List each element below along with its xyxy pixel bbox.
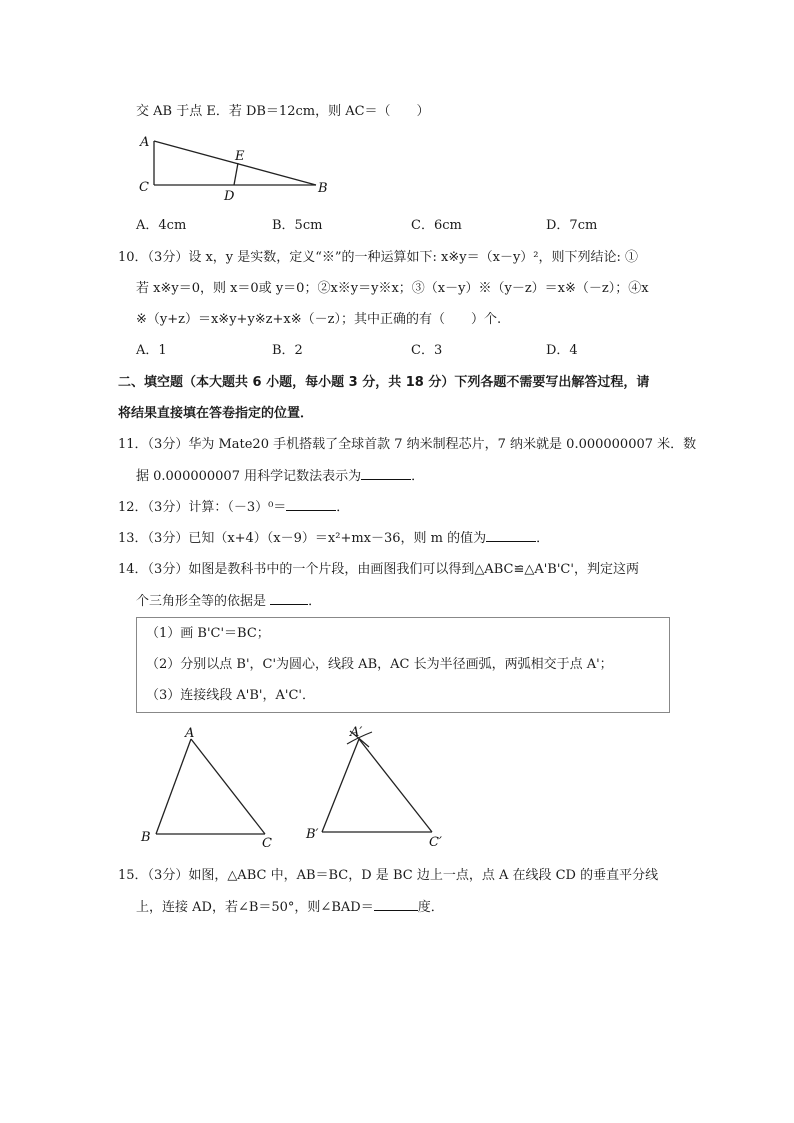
q14-steps-box xyxy=(136,617,670,713)
q14-step-1: （1）画 B'C'＝BC； xyxy=(146,626,270,641)
q10-line-3: ※（y+z）＝x※y+y※z+x※（－z）；其中正确的有（ ）个. xyxy=(136,312,502,327)
q14-label-a: A xyxy=(185,726,195,741)
q9-label-c: C xyxy=(139,180,149,195)
q12-answer-blank xyxy=(286,498,336,511)
q9-label-b: B xyxy=(318,181,328,196)
q14-step-2: （2）分别以点 B'，C'为圆心，线段 AB，AC 长为半径画弧，两弧相交于点 A'； xyxy=(146,657,613,672)
q15-line-2-end: 度． xyxy=(417,900,444,915)
q13-answer-blank xyxy=(486,529,536,542)
q14-step-3: （3）连接线段 A'B'，A'C'． xyxy=(146,688,315,703)
q11-line-2-end: ． xyxy=(411,469,425,484)
q14-label-a-prime: A′ xyxy=(350,725,363,740)
q13-text: 13．（3分）已知（x+4）（x－9）＝x²+mx－36，则 m 的值为 xyxy=(118,531,487,546)
section-2-heading-line-2: 将结果直接填在答卷指定的位置． xyxy=(118,406,314,421)
q10-option-c: C．3 xyxy=(411,343,443,358)
q14-line-2 xyxy=(136,592,321,611)
q9-label-d: D xyxy=(224,189,235,204)
q12-end: ． xyxy=(336,500,350,515)
q10-option-b: B．2 xyxy=(272,343,303,358)
q14-label-c-prime: C′ xyxy=(429,835,442,850)
q12-line xyxy=(118,498,349,517)
q11-answer-blank xyxy=(361,467,411,480)
q14-answer-blank xyxy=(270,592,308,605)
q9-triangle-figure xyxy=(130,128,340,208)
q14-label-c: C xyxy=(262,836,272,851)
q14-line-1: 14．（3分）如图是教科书中的一个片段，由画图我们可以得到△ABC≌△A'B'C'，判定这两 xyxy=(118,562,639,577)
q10-option-d: D．4 xyxy=(546,343,578,358)
q10-line-1: 10．（3分）设 x，y 是实数，定义“※”的一种运算如下: x※y＝（x－y）²，则下列结论: ① xyxy=(118,250,639,265)
q11-line-2 xyxy=(136,467,424,486)
q11-line-1: 11．（3分）华为 Mate20 手机搭载了全球首款 7 纳米制程芯片，7 纳米就是 0.000000007 米．数 xyxy=(118,437,697,452)
q9-option-a: A．4cm xyxy=(136,218,187,233)
q14-line-2-end: ． xyxy=(308,594,322,609)
q10-option-a: A．1 xyxy=(136,343,167,358)
q9-label-e: E xyxy=(235,149,245,164)
q13-end: ． xyxy=(536,531,550,546)
q9-stem-end: 交 AB 于点 E．若 DB＝12cm，则 AC＝（ ） xyxy=(136,104,430,119)
q15-line-2-text: 上，连接 AD，若∠B＝50°，则∠BAD＝ xyxy=(136,900,374,915)
q14-label-b: B xyxy=(141,830,151,845)
section-2-heading-line-1: 二、填空题（本大题共 6 小题，每小题 3 分，共 18 分）下列各题不需要写出解答过程，请 xyxy=(118,375,650,390)
q9-option-c: C．6cm xyxy=(411,218,462,233)
q10-line-2: 若 x※y＝0，则 x＝0或 y＝0；②x※y＝y※x；③（x－y）※（y－z）＝x※（－z）；④x xyxy=(136,281,649,296)
q14-line-2-text: 个三角形全等的依据是 xyxy=(136,594,271,609)
q9-option-d: D．7cm xyxy=(546,218,598,233)
q9-label-a: A xyxy=(140,135,150,150)
q12-text: 12．（3分）计算：（－3）⁰＝ xyxy=(118,500,287,515)
q15-line-2 xyxy=(136,898,444,917)
q15-line-1: 15．（3分）如图，△ABC 中，AB＝BC，D 是 BC 边上一点，点 A 在线段 CD 的垂直平分线 xyxy=(118,868,659,883)
q14-label-b-prime: B′ xyxy=(306,827,319,842)
q14-triangle-figures xyxy=(136,722,456,854)
q15-answer-blank xyxy=(374,898,418,911)
q9-option-b: B．5cm xyxy=(272,218,323,233)
q11-line-2-text: 据 0.000000007 用科学记数法表示为 xyxy=(136,469,362,484)
q13-line xyxy=(118,529,549,548)
